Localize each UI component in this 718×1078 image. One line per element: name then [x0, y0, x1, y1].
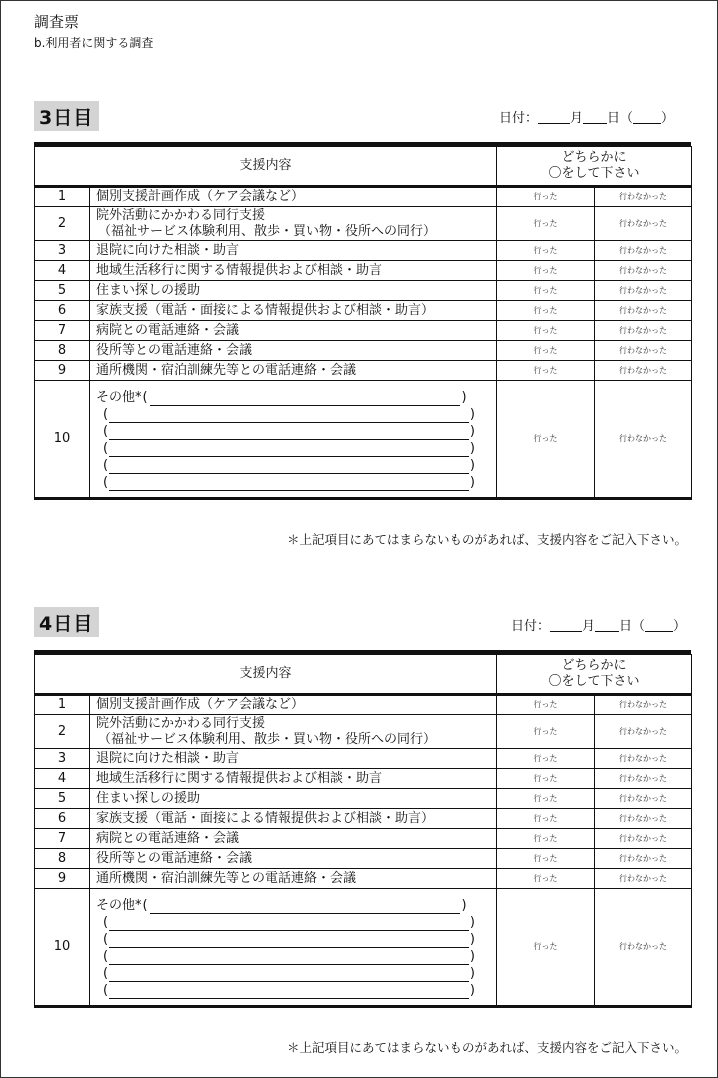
row-item-text: 病院との電話連絡・会議 — [96, 322, 240, 338]
row-item — [90, 301, 497, 321]
option-not-done[interactable]: 行わなかった — [595, 695, 692, 715]
row-item — [90, 829, 497, 849]
support-table — [34, 142, 691, 500]
row-item-text: 個別支援計画作成（ケア会議など） — [96, 189, 305, 205]
weekday-blank[interactable] — [645, 617, 673, 632]
row-number: 2 — [35, 207, 90, 241]
table-row — [35, 187, 692, 207]
row-item-text: 退院に向けた相談・助言 — [96, 750, 240, 766]
row-number: 5 — [35, 789, 90, 809]
row-number: 8 — [35, 341, 90, 361]
other-blank[interactable] — [109, 457, 469, 474]
header-choice-line2: 〇をして下さい — [548, 166, 640, 181]
table-row — [35, 769, 692, 789]
row-item-text: 地域生活移行に関する情報提供および相談・助言 — [96, 770, 383, 786]
row-item — [90, 849, 497, 869]
row-item-text: 通所機関・宿泊訓練先等との電話連絡・会議 — [96, 870, 357, 886]
row-number: 3 — [35, 749, 90, 769]
table-header-row — [35, 655, 692, 695]
row-item — [90, 187, 497, 207]
other-blank[interactable] — [109, 931, 469, 948]
row-item — [90, 809, 497, 829]
table-row — [35, 715, 692, 749]
option-not-done[interactable]: 行わなかった — [595, 381, 692, 499]
option-done[interactable]: 行った — [497, 241, 595, 261]
month-blank[interactable] — [538, 109, 570, 124]
table-row — [35, 281, 692, 301]
table-row — [35, 789, 692, 809]
row-item-text: 通所機関・宿泊訓練先等との電話連絡・会議 — [96, 362, 357, 378]
row-number: 1 — [35, 695, 90, 715]
option-not-done[interactable]: 行わなかった — [595, 281, 692, 301]
row-item — [90, 207, 497, 241]
table-row — [35, 849, 692, 869]
other-blank[interactable] — [150, 389, 460, 406]
table-row — [35, 361, 692, 381]
footnote: ＊上記項目にあてはまらないものがあれば、支援内容をご記入下さい。 — [286, 1040, 687, 1055]
row-number: 9 — [35, 869, 90, 889]
date-field: 日付： 月 日（ ） — [499, 111, 675, 126]
option-done[interactable]: 行った — [497, 849, 595, 869]
row-item — [90, 261, 497, 281]
row-item — [90, 749, 497, 769]
option-not-done[interactable]: 行わなかった — [595, 261, 692, 281]
header-choice-line2: 〇をして下さい — [548, 674, 640, 689]
header-choice — [497, 655, 692, 695]
row-number: 4 — [35, 769, 90, 789]
option-done[interactable]: 行った — [497, 715, 595, 749]
row-number: 8 — [35, 849, 90, 869]
table-row — [35, 381, 692, 499]
row-number: 7 — [35, 321, 90, 341]
row-number: 4 — [35, 261, 90, 281]
option-done[interactable]: 行った — [497, 381, 595, 499]
option-not-done[interactable]: 行わなかった — [595, 829, 692, 849]
table-row — [35, 869, 692, 889]
row-number: 2 — [35, 715, 90, 749]
row-item — [90, 769, 497, 789]
other-blank[interactable] — [109, 948, 469, 965]
other-first-line — [96, 896, 496, 914]
table-row — [35, 341, 692, 361]
other-blank[interactable] — [109, 406, 469, 423]
other-blank[interactable] — [109, 914, 469, 931]
day-blank[interactable] — [583, 109, 607, 124]
table-row — [35, 241, 692, 261]
row-number: 5 — [35, 281, 90, 301]
row-number: 7 — [35, 829, 90, 849]
option-done[interactable]: 行った — [497, 281, 595, 301]
row-item — [90, 321, 497, 341]
row-number: 9 — [35, 361, 90, 381]
option-not-done[interactable]: 行わなかった — [595, 187, 692, 207]
row-item-text: 地域生活移行に関する情報提供および相談・助言 — [96, 262, 383, 278]
document-title: 調査票 — [34, 13, 80, 31]
option-done[interactable]: 行った — [497, 789, 595, 809]
option-not-done[interactable]: 行わなかった — [595, 241, 692, 261]
header-support-content: 支援内容 — [35, 655, 497, 695]
day-blank[interactable] — [595, 617, 619, 632]
row-item — [90, 381, 497, 499]
option-done[interactable]: 行った — [497, 809, 595, 829]
row-item — [90, 789, 497, 809]
row-number: 1 — [35, 187, 90, 207]
option-not-done[interactable]: 行わなかった — [595, 749, 692, 769]
row-item-text: 家族支援（電話・面接による情報提供および相談・助言） — [96, 810, 435, 826]
option-not-done[interactable]: 行わなかった — [595, 321, 692, 341]
option-done[interactable]: 行った — [497, 301, 595, 321]
row-item-text: 院外活動にかかわる同行支援 — [96, 715, 266, 731]
other-blank[interactable] — [109, 440, 469, 457]
day-label: 3日目 — [34, 101, 99, 131]
option-done[interactable]: 行った — [497, 341, 595, 361]
option-not-done[interactable]: 行わなかった — [595, 341, 692, 361]
row-number: 10 — [35, 889, 90, 1007]
month-blank[interactable] — [550, 617, 582, 632]
other-blank[interactable] — [109, 982, 469, 999]
option-done[interactable]: 行った — [497, 889, 595, 1007]
row-item-text: 役所等との電話連絡・会議 — [96, 850, 253, 866]
other-first-line — [96, 388, 496, 406]
option-not-done[interactable]: 行わなかった — [595, 207, 692, 241]
row-item-text: 個別支援計画作成（ケア会議など） — [96, 697, 305, 713]
row-item — [90, 341, 497, 361]
option-not-done[interactable]: 行わなかった — [595, 889, 692, 1007]
table-row — [35, 207, 692, 241]
row-item-subtext: （福祉サービス体験利用、散歩・買い物・役所への同行） — [98, 223, 437, 239]
row-item — [90, 715, 497, 749]
other-blank[interactable] — [109, 965, 469, 982]
row-item-text: その他* — [96, 389, 142, 405]
table-row — [35, 321, 692, 341]
row-item-text: 住まい探しの援助 — [96, 790, 201, 806]
document-subtitle: b.利用者に関する調査 — [34, 36, 154, 50]
weekday-blank[interactable] — [633, 109, 661, 124]
day-label: 4日目 — [34, 607, 99, 637]
support-table — [34, 650, 691, 1008]
row-item-subtext: （福祉サービス体験利用、散歩・買い物・役所への同行） — [98, 731, 437, 747]
option-done[interactable]: 行った — [497, 207, 595, 241]
option-done[interactable]: 行った — [497, 361, 595, 381]
row-number: 6 — [35, 809, 90, 829]
row-item-text: 住まい探しの援助 — [96, 282, 201, 298]
row-item — [90, 869, 497, 889]
table-row — [35, 301, 692, 321]
row-number: 3 — [35, 241, 90, 261]
table-row — [35, 695, 692, 715]
option-done[interactable]: 行った — [497, 187, 595, 207]
header-choice-line1: どちらかに — [561, 150, 627, 166]
option-not-done[interactable]: 行わなかった — [595, 809, 692, 829]
option-not-done[interactable]: 行わなかった — [595, 361, 692, 381]
row-item-text: 役所等との電話連絡・会議 — [96, 342, 253, 358]
option-not-done[interactable]: 行わなかった — [595, 869, 692, 889]
option-done[interactable]: 行った — [497, 829, 595, 849]
other-blank[interactable] — [109, 474, 469, 491]
option-not-done[interactable]: 行わなかった — [595, 301, 692, 321]
option-done[interactable]: 行った — [497, 321, 595, 341]
header-support-content: 支援内容 — [35, 147, 497, 187]
table-row — [35, 749, 692, 769]
row-item — [90, 695, 497, 715]
table-row — [35, 889, 692, 1007]
table-row — [35, 261, 692, 281]
row-item-text: 退院に向けた相談・助言 — [96, 242, 240, 258]
row-item-text: 家族支援（電話・面接による情報提供および相談・助言） — [96, 302, 435, 318]
header-choice — [497, 147, 692, 187]
row-number: 6 — [35, 301, 90, 321]
other-blank[interactable] — [150, 897, 460, 914]
option-not-done[interactable]: 行わなかった — [595, 715, 692, 749]
row-item-text: 院外活動にかかわる同行支援 — [96, 207, 266, 223]
table-row — [35, 809, 692, 829]
row-item — [90, 361, 497, 381]
table-row — [35, 829, 692, 849]
option-done[interactable]: 行った — [497, 769, 595, 789]
option-not-done[interactable]: 行わなかった — [595, 849, 692, 869]
option-done[interactable]: 行った — [497, 869, 595, 889]
table-header-row — [35, 147, 692, 187]
row-item-text: 病院との電話連絡・会議 — [96, 830, 240, 846]
header-choice-line1: どちらかに — [561, 658, 627, 674]
option-not-done[interactable]: 行わなかった — [595, 769, 692, 789]
option-not-done[interactable]: 行わなかった — [595, 789, 692, 809]
date-field: 日付： 月 日（ ） — [511, 619, 687, 634]
row-item — [90, 241, 497, 261]
footnote: ＊上記項目にあてはまらないものがあれば、支援内容をご記入下さい。 — [286, 532, 687, 547]
option-done[interactable]: 行った — [497, 749, 595, 769]
row-item — [90, 281, 497, 301]
row-item — [90, 889, 497, 1007]
option-done[interactable]: 行った — [497, 695, 595, 715]
option-done[interactable]: 行った — [497, 261, 595, 281]
row-number: 10 — [35, 381, 90, 499]
row-item-text: その他* — [96, 897, 142, 913]
other-blank[interactable] — [109, 423, 469, 440]
